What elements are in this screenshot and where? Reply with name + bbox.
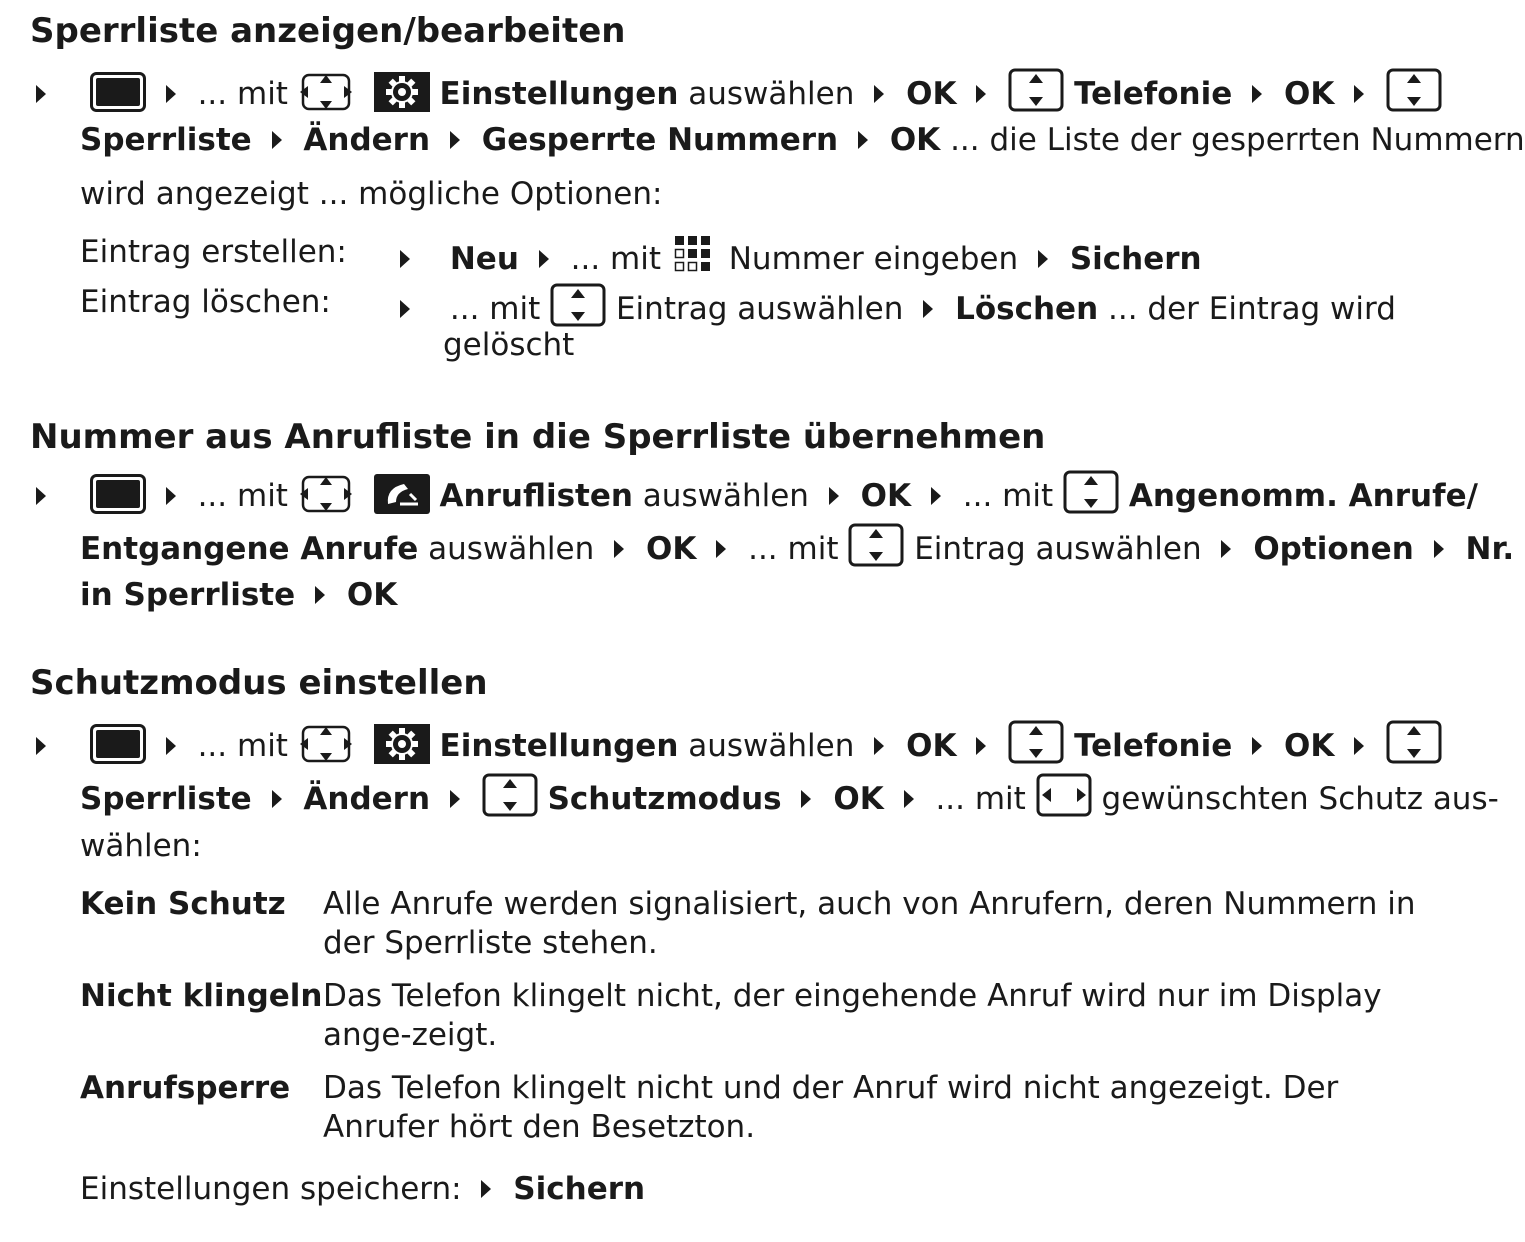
- step-arrow-icon: [1038, 250, 1048, 268]
- step-arrow-icon: [858, 131, 868, 149]
- step-arrow-icon: [36, 737, 46, 755]
- instruction-line: [80, 576, 397, 615]
- key-ok: OK: [646, 531, 697, 567]
- key-ok: OK: [860, 478, 912, 514]
- key-ok: OK: [346, 577, 398, 613]
- text: ... mit: [197, 478, 288, 514]
- step-arrow-icon: [716, 540, 726, 558]
- mode-name: Nicht klingeln: [80, 978, 323, 1014]
- mode-description: Das Telefon klingelt nicht und der Anruf wird nicht angezeigt. Der Anrufer hört den Besetzton.: [323, 1070, 1339, 1145]
- step-arrow-icon: [450, 790, 460, 808]
- menu-label-nr: Nr.: [1465, 531, 1515, 567]
- text: ... mit: [570, 241, 662, 277]
- text: ... mit: [748, 531, 839, 567]
- updown-key-icon: [550, 283, 606, 327]
- step-arrow-icon: [614, 540, 624, 558]
- step-arrow-icon: [450, 131, 460, 149]
- instruction-line: wählen:: [80, 828, 202, 864]
- menu-label-sperrliste: Sperrliste: [80, 122, 252, 158]
- menu-label-aendern: Ändern: [303, 781, 431, 817]
- text: Nummer eingeben: [728, 241, 1019, 277]
- option-label: Eintrag löschen:: [80, 284, 331, 320]
- instruction-line: [80, 523, 1514, 569]
- step-arrow-icon: [904, 790, 914, 808]
- nav-key-icon: [298, 724, 354, 764]
- step-arrow-icon: [829, 487, 839, 505]
- section-title-sperrliste: Sperrliste anzeigen/bearbeiten: [30, 11, 626, 51]
- step-arrow-icon: [874, 85, 884, 103]
- text: ... mit: [197, 728, 288, 764]
- key-ok: OK: [1284, 728, 1335, 764]
- menu-label-telefonie: Telefonie: [1074, 76, 1233, 112]
- step-arrow-icon: [1221, 540, 1231, 558]
- menu-label-sperrliste: Sperrliste: [80, 781, 252, 817]
- updown-key-icon: [1386, 720, 1442, 764]
- step-arrow-icon: [874, 737, 884, 755]
- menu-label-aendern: Ändern: [303, 122, 431, 158]
- step-arrow-icon: [976, 85, 986, 103]
- text: Eintrag auswählen: [615, 291, 904, 327]
- step-arrow-icon: [36, 487, 46, 505]
- step-arrow-icon: [166, 487, 176, 505]
- option-steps-cont: gelöscht: [443, 327, 575, 363]
- mode-description: Alle Anrufe werden signalisiert, auch von Anrufern, deren Nummern in der Sperrliste stehen.: [323, 886, 1416, 961]
- menu-label-entgangene-anrufe: Entgangene Anrufe: [80, 531, 419, 567]
- menu-key-icon: [90, 474, 146, 514]
- text: ... mit: [935, 781, 1026, 817]
- menu-label-sichern: Sichern: [1069, 241, 1202, 277]
- step-arrow-icon: [1354, 85, 1364, 103]
- step-arrow-icon: [801, 790, 811, 808]
- step-arrow-icon: [272, 131, 282, 149]
- step-arrow-icon: [166, 85, 176, 103]
- key-ok: OK: [1284, 76, 1335, 112]
- step-arrow-icon: [1252, 737, 1262, 755]
- menu-label-loeschen: Löschen: [955, 291, 1099, 327]
- updown-key-icon: [482, 773, 538, 817]
- key-ok: OK: [889, 122, 941, 158]
- instruction-line: [80, 773, 1499, 819]
- menu-label-schutzmodus: Schutzmodus: [547, 781, 782, 817]
- menu-key-icon: [90, 724, 146, 764]
- step-arrow-icon: [166, 737, 176, 755]
- instruction-line: wird angezeigt ... mögliche Optionen:: [80, 176, 663, 212]
- menu-key-icon: [90, 72, 146, 112]
- text: ... mit: [962, 478, 1054, 514]
- call-list-icon: [374, 474, 430, 514]
- step-arrow-icon: [400, 300, 410, 318]
- option-label: Eintrag erstellen:: [80, 234, 347, 270]
- step-arrow-icon: [923, 300, 933, 318]
- nav-key-icon: [298, 72, 354, 112]
- menu-label-neu: Neu: [449, 241, 519, 277]
- updown-key-icon: [848, 523, 904, 567]
- updown-key-icon: [1008, 720, 1064, 764]
- settings-gear-icon: [374, 72, 430, 112]
- menu-label-angenomm-anrufe: Angenomm. Anrufe/: [1128, 478, 1478, 514]
- mode-name: Kein Schutz: [80, 886, 286, 922]
- save-line: [80, 1170, 645, 1209]
- option-steps: [400, 233, 1202, 279]
- step-arrow-icon: [315, 586, 325, 604]
- text: ... mit: [197, 76, 288, 112]
- text: ... der Eintrag wird: [1108, 291, 1396, 327]
- settings-gear-icon: [374, 724, 430, 764]
- step-arrow-icon: [931, 487, 941, 505]
- instruction-line: [36, 68, 1442, 114]
- step-arrow-icon: [976, 737, 986, 755]
- menu-label-anruflisten: Anruflisten: [439, 478, 633, 514]
- text: ... mit: [449, 291, 541, 327]
- menu-label-sichern: Sichern: [513, 1171, 646, 1207]
- instruction-line: [80, 121, 1525, 160]
- option-steps: [400, 283, 1396, 329]
- menu-label-einstellungen: Einstellungen: [439, 76, 679, 112]
- updown-key-icon: [1008, 68, 1064, 112]
- key-ok: OK: [906, 76, 957, 112]
- text: Eintrag auswählen: [914, 531, 1202, 567]
- updown-key-icon: [1063, 470, 1119, 514]
- section-title-schutzmodus: Schutzmodus einstellen: [30, 663, 488, 703]
- mode-name: Anrufsperre: [80, 1070, 291, 1106]
- key-ok: OK: [833, 781, 884, 817]
- text: gewünschten Schutz aus-: [1101, 781, 1499, 817]
- updown-key-icon: [1386, 68, 1442, 112]
- step-arrow-icon: [1252, 85, 1262, 103]
- instruction-line: [36, 470, 1478, 516]
- key-ok: OK: [906, 728, 957, 764]
- mode-description: Das Telefon klingelt nicht, der eingehende Anruf wird nur im Display ange-zeigt.: [323, 978, 1382, 1053]
- text: ... die Liste der gesperrten Nummern: [950, 122, 1525, 158]
- menu-label-gesperrte-nummern: Gesperrte Nummern: [481, 122, 839, 158]
- text: auswählen: [688, 76, 855, 112]
- text: auswählen: [428, 531, 595, 567]
- step-arrow-icon: [539, 250, 549, 268]
- menu-label-einstellungen: Einstellungen: [439, 728, 679, 764]
- menu-label-telefonie: Telefonie: [1074, 728, 1233, 764]
- section-title-anrufliste: Nummer aus Anrufliste in die Sperrliste übernehmen: [30, 417, 1046, 457]
- text: auswählen: [642, 478, 809, 514]
- step-arrow-icon: [400, 250, 410, 268]
- leftright-key-icon: [1036, 773, 1092, 817]
- instruction-line: [36, 720, 1442, 766]
- text: Einstellungen speichern:: [80, 1171, 462, 1207]
- step-arrow-icon: [36, 85, 46, 103]
- text: auswählen: [688, 728, 855, 764]
- step-arrow-icon: [1434, 540, 1444, 558]
- keypad-icon: [671, 233, 719, 277]
- step-arrow-icon: [481, 1180, 491, 1198]
- step-arrow-icon: [1354, 737, 1364, 755]
- nav-key-icon: [298, 474, 354, 514]
- menu-label-optionen: Optionen: [1253, 531, 1414, 567]
- step-arrow-icon: [272, 790, 282, 808]
- menu-label-in-sperrliste: in Sperrliste: [80, 577, 296, 613]
